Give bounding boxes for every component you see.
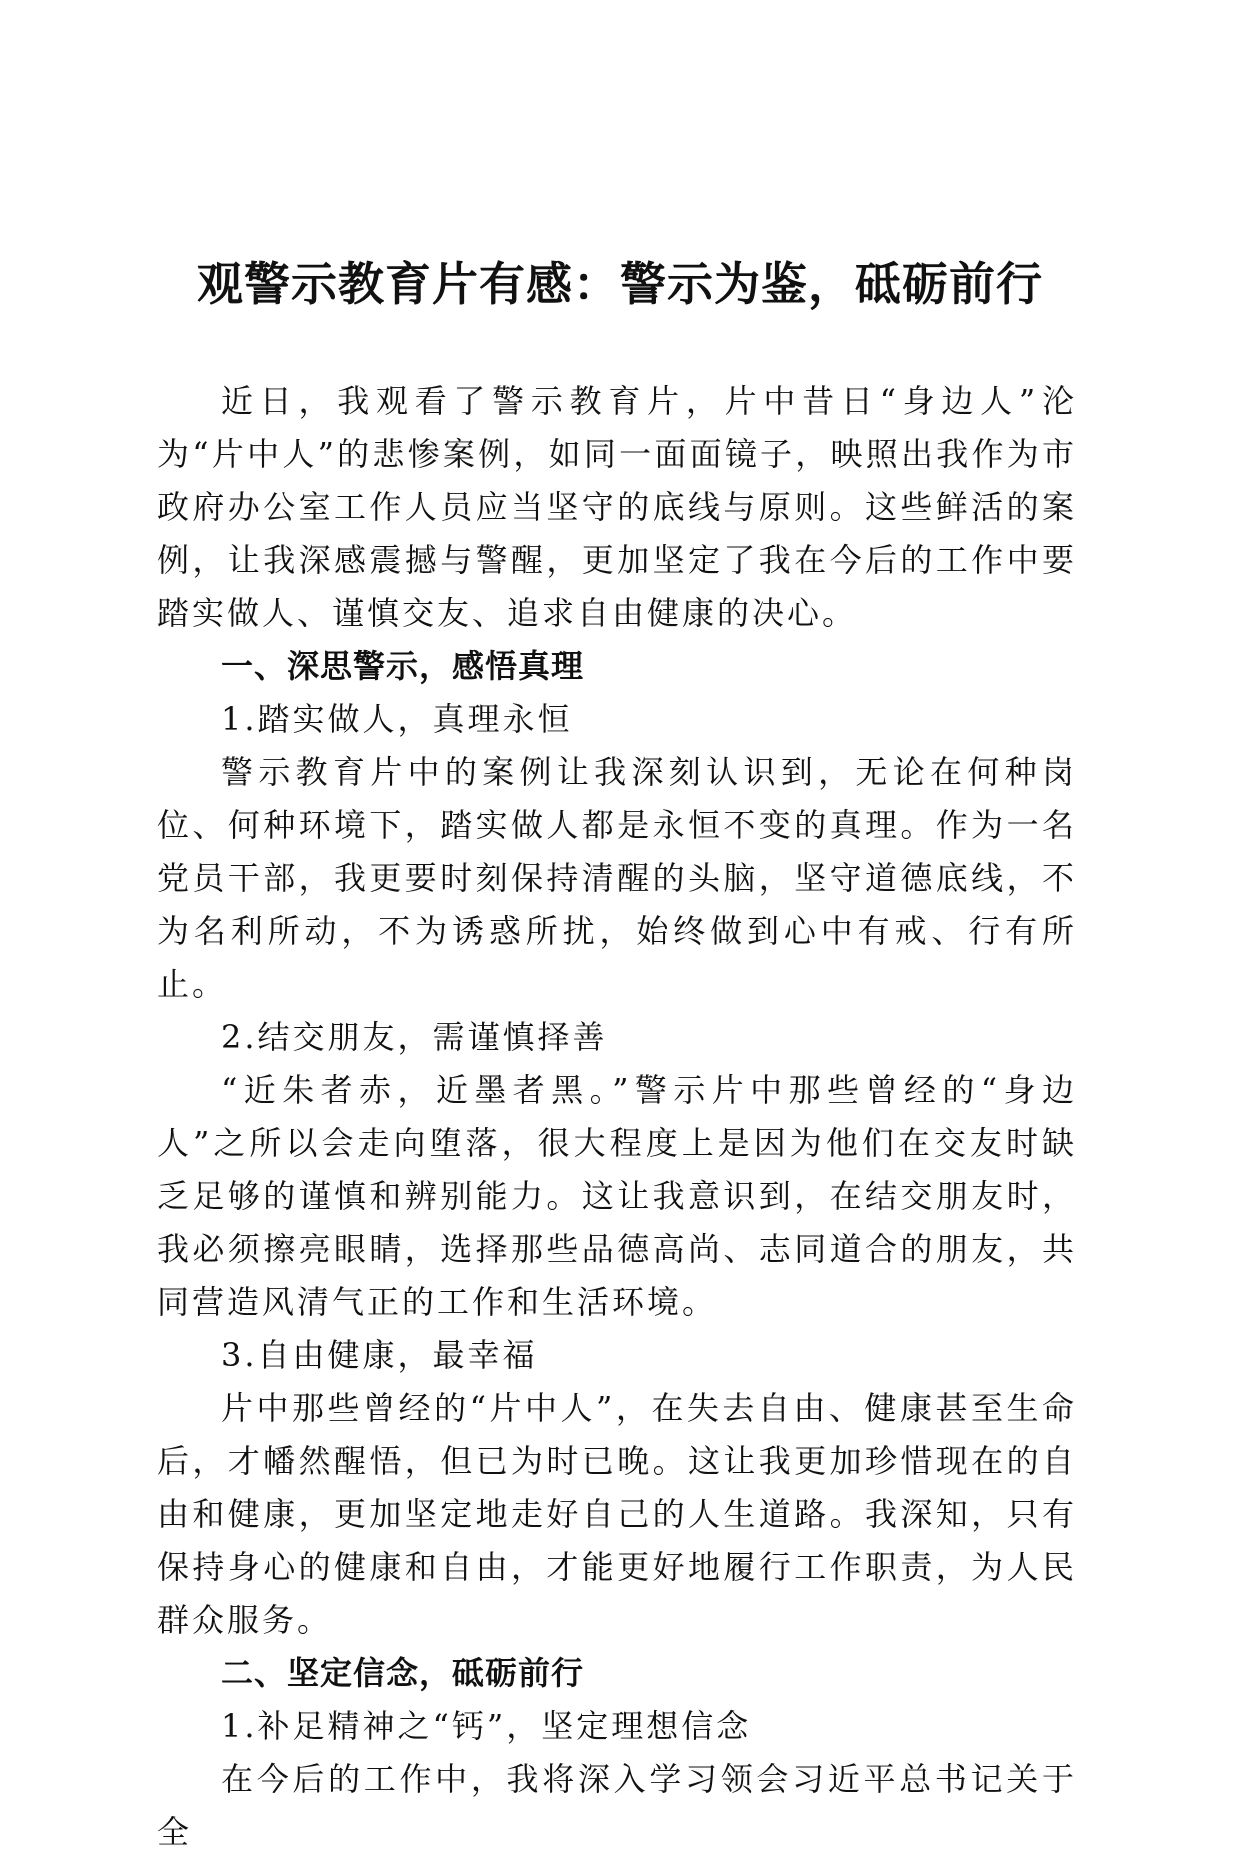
section-1-sub-3-heading: 3.自由健康，最幸福	[221, 1336, 538, 1374]
section-1-sub-3-paragraph: 片中那些曾经的“片中人”，在失去自由、健康甚至生命后，才幡然醒悟，但已为时已晚。这让我更加珍惜现在的自由和健康，更加坚定地走好自己的人生道路。我深知，只有保持身心的健康和自由，才能更好地履行工作职责，为人民群众服务。	[157, 1389, 1077, 1639]
section-2-heading: 二、坚定信念，砥砺前行	[221, 1654, 585, 1692]
section-1-sub-1-heading: 1.踏实做人，真理永恒	[221, 700, 573, 738]
section-1-sub-2-paragraph: “近朱者赤，近墨者黑。”警示片中那些曾经的“身边人”之所以会走向堕落，很大程度上是因为他们在交友时缺乏足够的谨慎和辨别能力。这让我意识到，在结交朋友时，我必须擦亮眼睛，选择那些品德高尚、志同道合的朋友，共同营造风清气正的工作和生活环境。	[157, 1071, 1077, 1321]
section-2-sub-1-heading: 1.补足精神之“钙”，坚定理想信念	[221, 1707, 752, 1745]
section-1-sub-2-heading: 2.结交朋友，需谨慎择善	[221, 1018, 608, 1056]
document-title: 观警示教育片有感：警示为鉴，砥砺前行	[197, 257, 1043, 311]
section-1-sub-1-paragraph: 警示教育片中的案例让我深刻认识到，无论在何种岗位、何种环境下，踏实做人都是永恒不变的真理。作为一名党员干部，我更要时刻保持清醒的头脑，坚守道德底线，不为名利所动，不为诱惑所扰，始终做到心中有戒、行有所止。	[157, 753, 1077, 1003]
section-1-heading: 一、深思警示，感悟真理	[221, 647, 585, 685]
document-body	[157, 375, 1077, 1859]
intro-paragraph: 近日，我观看了警示教育片，片中昔日“身边人”沦为“片中人”的悲惨案例，如同一面面镜子，映照出我作为市政府办公室工作人员应当坚守的底线与原则。这些鲜活的案例，让我深感震撼与警醒，更加坚定了我在今后的工作中要踏实做人、谨慎交友、追求自由健康的决心。	[157, 382, 1077, 632]
section-2-sub-1-paragraph: 在今后的工作中，我将深入学习领会习近平总书记关于全	[157, 1760, 1077, 1851]
